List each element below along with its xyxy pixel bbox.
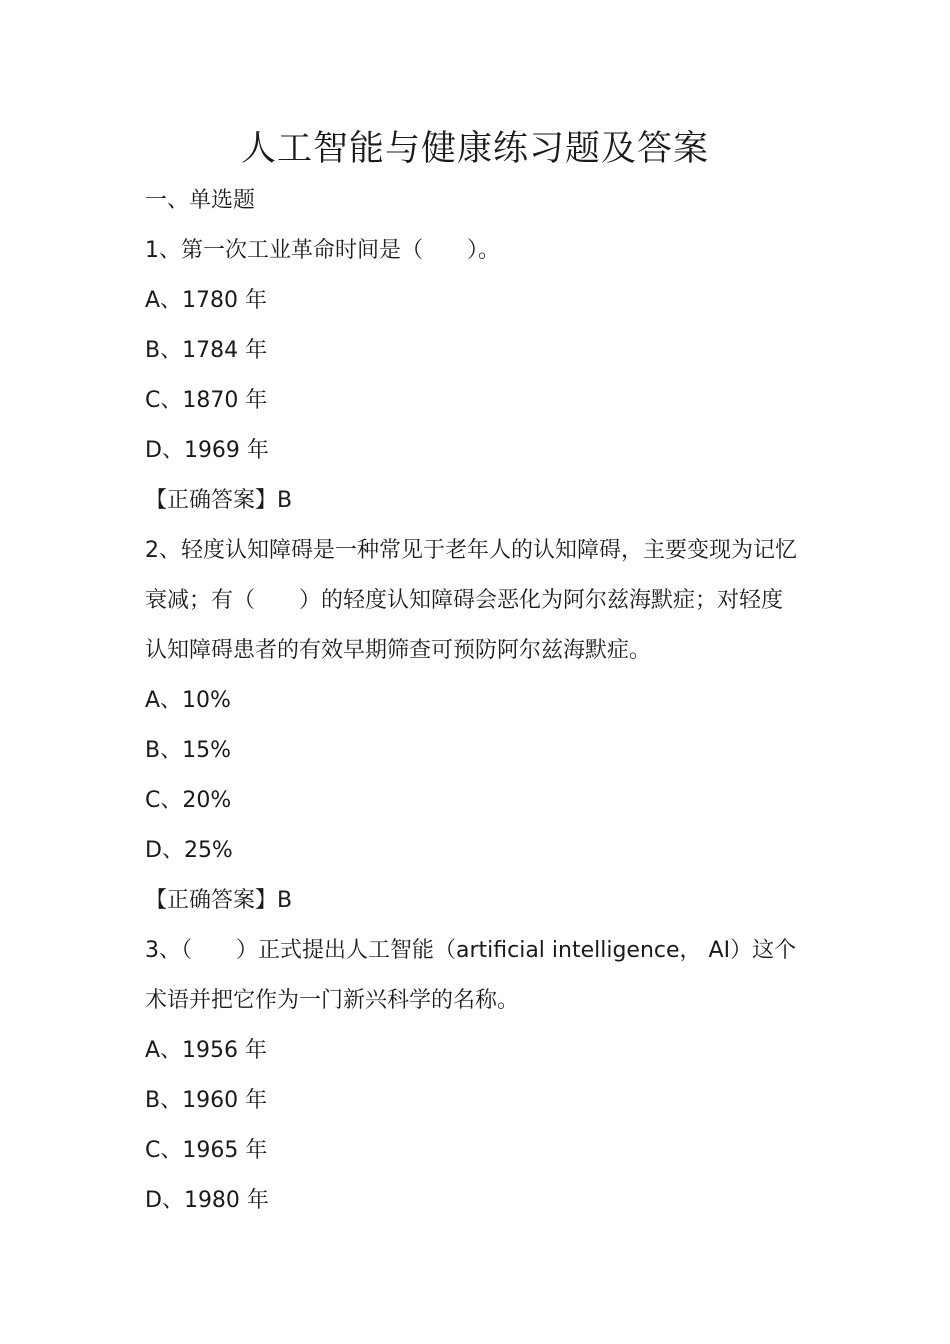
correct-answer: 【正确答案】B xyxy=(145,488,293,513)
question-stem-line-1: 2、轻度认知障碍是一种常见于老年人的认知障碍，主要变现为记忆 xyxy=(145,538,797,563)
question-stem-line-3: 认知障碍患者的有效早期筛查可预防阿尔兹海默症。 xyxy=(145,638,652,663)
question-2 xyxy=(145,526,813,926)
option-a: A、1780 年 xyxy=(145,288,268,313)
option-c: C、1870 年 xyxy=(145,388,268,413)
question-stem-line-1: 3、（ ）正式提出人工智能（artificial intelligence， AI）这个 xyxy=(145,938,797,963)
question-1 xyxy=(145,226,813,526)
question-3 xyxy=(145,926,813,1226)
option-a: A、10% xyxy=(145,688,231,713)
document-title: 人工智能与健康练习题及答案 xyxy=(240,129,709,169)
option-b: B、1784 年 xyxy=(145,338,268,363)
option-d: D、1980 年 xyxy=(145,1188,269,1213)
question-stem: 1、第一次工业革命时间是（ ）。 xyxy=(145,238,500,263)
option-d: D、1969 年 xyxy=(145,438,269,463)
option-c: C、1965 年 xyxy=(145,1138,268,1163)
document-body xyxy=(145,176,813,1226)
option-a: A、1956 年 xyxy=(145,1038,268,1063)
question-stem-line-2: 衰减；有（ ）的轻度认知障碍会恶化为阿尔兹海默症；对轻度 xyxy=(145,588,784,613)
section-heading: 一、单选题 xyxy=(145,188,256,213)
option-b: B、15% xyxy=(145,738,231,763)
option-d: D、25% xyxy=(145,838,233,863)
option-c: C、20% xyxy=(145,788,232,813)
option-b: B、1960 年 xyxy=(145,1088,268,1113)
correct-answer: 【正确答案】B xyxy=(145,888,293,913)
question-stem-line-2: 术语并把它作为一门新兴科学的名称。 xyxy=(145,988,520,1013)
